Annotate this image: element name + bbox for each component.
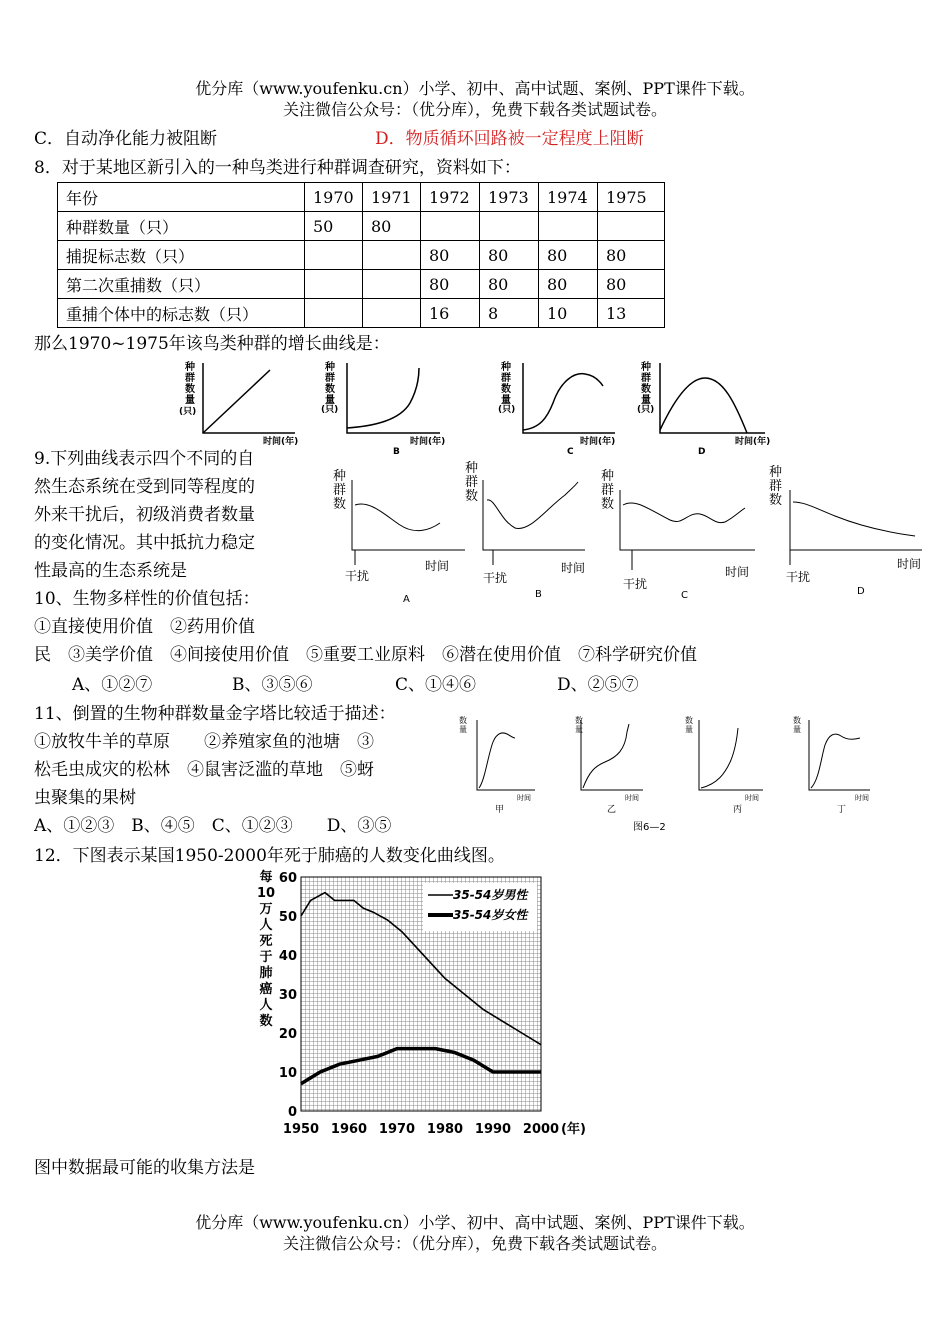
table-cell bbox=[305, 241, 363, 270]
ylabel-char: 群 bbox=[333, 483, 347, 498]
q11-graph-yi bbox=[575, 715, 643, 815]
q9-graph-c bbox=[601, 469, 755, 601]
q11-line: 11、倒置的生物种群数量金字塔比较适于描述： bbox=[34, 704, 396, 724]
y-tick-label: 20 bbox=[278, 1027, 297, 1042]
ylabel-char: 量 bbox=[575, 725, 583, 734]
ylabel-char: 群 bbox=[325, 373, 335, 384]
xlabel: 时间 bbox=[425, 559, 450, 573]
table-cell bbox=[363, 270, 421, 299]
ylabel-char: 量 bbox=[793, 725, 801, 734]
q9-line: 9.下列曲线表示四个不同的自 bbox=[34, 449, 255, 469]
table-cell: 13 bbox=[598, 299, 665, 328]
ylabel-char: 种 bbox=[185, 362, 195, 373]
axes bbox=[699, 720, 763, 790]
q12-stem: 12．下图表示某国1950-2000年死于肺癌的人数变化曲线图。 bbox=[34, 846, 505, 866]
table-cell: 1975 bbox=[598, 183, 665, 212]
q11-graph-bing bbox=[685, 715, 763, 815]
graph-label: B bbox=[393, 447, 400, 457]
ylabel-char: 量 bbox=[185, 395, 195, 406]
table-row bbox=[58, 241, 665, 270]
ylabel-char: 数 bbox=[185, 384, 195, 395]
xlabel: 时间(年) bbox=[263, 437, 299, 447]
q10-stem: 10、生物多样性的价值包括： bbox=[34, 589, 260, 609]
q12-question: 图中数据最可能的收集方法是 bbox=[34, 1158, 255, 1178]
ylabel-unit: (只) bbox=[498, 405, 516, 415]
q8-data-table bbox=[57, 182, 665, 328]
curve bbox=[487, 482, 578, 528]
ylabel-unit: (只) bbox=[179, 407, 197, 417]
table-cell: 1970 bbox=[305, 183, 363, 212]
table-cell: 捕捉标志数（只） bbox=[58, 241, 305, 270]
disturb-label: 干扰 bbox=[623, 577, 648, 591]
x-tick-label: 1990 bbox=[474, 1122, 512, 1137]
ylabel-char: 种 bbox=[325, 362, 335, 373]
table-cell: 1972 bbox=[421, 183, 480, 212]
y-axis-label-char: 10 bbox=[256, 886, 276, 901]
table-cell bbox=[305, 270, 363, 299]
x-tick-label: 1960 bbox=[330, 1122, 368, 1137]
curve bbox=[793, 502, 915, 536]
q10-option-a: A、①②⑦ bbox=[72, 675, 153, 695]
legend bbox=[423, 883, 537, 931]
q10-option-c: C、①④⑥ bbox=[395, 675, 477, 695]
footer-line-2: 关注微信公众号：（优分库），免费下载各类试题试卷。 bbox=[282, 1234, 667, 1253]
disturb-label: 干扰 bbox=[345, 569, 370, 583]
q8-graph-b bbox=[321, 360, 445, 457]
axes bbox=[581, 720, 643, 790]
table-cell: 1973 bbox=[480, 183, 539, 212]
ylabel-char: 数 bbox=[601, 497, 615, 512]
y-axis-label-char: 癌 bbox=[259, 982, 273, 997]
ylabel-char: 种 bbox=[501, 362, 511, 373]
footer-line-1: 优分库（www.youfenku.cn）小学、初中、高中试题、案例、PPT课件下载。 bbox=[195, 1213, 755, 1232]
ylabel-char: 种 bbox=[465, 461, 479, 476]
ylabel-char: 数 bbox=[333, 497, 347, 512]
table-cell: 80 bbox=[421, 270, 480, 299]
q11-graph-ding bbox=[793, 715, 870, 815]
xlabel: 时间(年) bbox=[735, 437, 771, 447]
ylabel-char: 数 bbox=[685, 716, 693, 725]
graph-label: 丙 bbox=[733, 805, 743, 815]
graph-label: 丁 bbox=[837, 805, 847, 815]
table-cell: 16 bbox=[421, 299, 480, 328]
ylabel-char: 数 bbox=[575, 716, 583, 725]
ylabel-char: 数 bbox=[465, 489, 479, 504]
q10-option-d: D、②⑤⑦ bbox=[557, 675, 639, 695]
q8-option-graphs bbox=[175, 358, 775, 458]
y-tick-label: 50 bbox=[278, 910, 297, 925]
axes bbox=[660, 363, 765, 433]
ylabel-char: 种 bbox=[641, 362, 651, 373]
axes bbox=[620, 490, 755, 550]
ylabel-char: 数 bbox=[459, 716, 467, 725]
ylabel-char: 数 bbox=[641, 384, 651, 395]
q11-line: 虫聚集的果树 bbox=[34, 788, 136, 808]
axes bbox=[809, 720, 870, 790]
q7-option-c: C．自动净化能力被阻断 bbox=[34, 129, 218, 149]
header-line-2: 关注微信公众号：（优分库），免费下载各类试题试卷。 bbox=[282, 100, 667, 119]
graph-label: A bbox=[403, 594, 410, 605]
table-cell: 1971 bbox=[363, 183, 421, 212]
ylabel-char: 数 bbox=[793, 716, 801, 725]
q11-line: ①放牧牛羊的草原 ②养殖家鱼的池塘 ③ bbox=[34, 732, 374, 752]
table-cell: 重捕个体中的标志数（只） bbox=[58, 299, 305, 328]
ylabel-char: 种 bbox=[601, 469, 615, 484]
y-tick-label: 30 bbox=[278, 988, 297, 1003]
axes bbox=[523, 363, 615, 433]
axes bbox=[790, 490, 922, 550]
table-cell bbox=[363, 299, 421, 328]
axes bbox=[477, 720, 535, 790]
q11-line: 松毛虫成灾的松林 ④鼠害泛滥的草地 ⑤蚜 bbox=[34, 760, 374, 780]
q9-line: 外来干扰后，初级消费者数量 bbox=[34, 505, 255, 525]
y-tick-label: 0 bbox=[287, 1105, 297, 1120]
ylabel-char: 种 bbox=[333, 469, 347, 484]
table-cell bbox=[363, 241, 421, 270]
xlabel: 时间 bbox=[517, 794, 531, 802]
axes bbox=[203, 363, 295, 433]
y-tick-label: 60 bbox=[278, 871, 297, 886]
q8-stem: 8．对于某地区新引入的一种鸟类进行种群调查研究，资料如下： bbox=[34, 158, 521, 178]
table-cell: 80 bbox=[598, 241, 665, 270]
graph-label: 乙 bbox=[607, 805, 617, 815]
table-cell: 1974 bbox=[539, 183, 598, 212]
graph-label: B bbox=[535, 589, 542, 600]
y-axis-label-char: 死 bbox=[259, 934, 273, 949]
xlabel: 时间 bbox=[625, 794, 639, 802]
graph-label: D bbox=[698, 447, 706, 457]
curve bbox=[701, 728, 738, 788]
q9-line: 然生态系统在受到同等程度的 bbox=[34, 477, 255, 497]
table-row bbox=[58, 212, 665, 241]
ylabel-char: 数 bbox=[769, 493, 783, 508]
table-cell bbox=[480, 212, 539, 241]
ylabel-char: 数 bbox=[501, 384, 511, 395]
ylabel-char: 群 bbox=[465, 475, 479, 490]
q8-graph-c bbox=[498, 360, 615, 457]
ylabel-char: 群 bbox=[601, 483, 615, 498]
xlabel: 时间 bbox=[745, 794, 759, 802]
table-cell: 50 bbox=[305, 212, 363, 241]
curve-hump bbox=[660, 378, 747, 433]
x-tick-label: 1980 bbox=[426, 1122, 464, 1137]
q7-option-d: D．物质循环回路被一定程度上阻断 bbox=[375, 129, 644, 149]
graph-label: D bbox=[857, 586, 865, 597]
graph-label: C bbox=[567, 447, 574, 457]
table-row bbox=[58, 270, 665, 299]
curve bbox=[479, 733, 515, 788]
q9-graph-d bbox=[769, 465, 922, 597]
curve-rise-fall bbox=[523, 374, 603, 430]
header-line-1: 优分库（www.youfenku.cn）小学、初中、高中试题、案例、PPT课件下载。 bbox=[195, 79, 755, 98]
x-tick-label: 1950 bbox=[282, 1122, 320, 1137]
y-tick-label: 10 bbox=[278, 1066, 297, 1081]
ylabel-char: 群 bbox=[641, 373, 651, 384]
xlabel: 时间 bbox=[561, 561, 586, 575]
xlabel: 时间 bbox=[725, 565, 750, 579]
table-row bbox=[58, 299, 665, 328]
curve bbox=[811, 734, 860, 788]
q12-lung-cancer-chart bbox=[245, 865, 605, 1145]
q10-line: 民 ③美学价值 ④间接使用价值 ⑤重要工业原料 ⑥潜在使用价值 ⑦科学研究价值 bbox=[34, 645, 697, 665]
disturb-label: 干扰 bbox=[786, 570, 811, 584]
x-tick-label: 2000 bbox=[522, 1122, 560, 1137]
ylabel-char: 量 bbox=[641, 395, 651, 406]
q11-graph-jia bbox=[459, 715, 535, 815]
xlabel: 时间 bbox=[855, 794, 869, 802]
xlabel: 时间(年) bbox=[580, 437, 616, 447]
ylabel-char: 量 bbox=[325, 395, 335, 406]
ylabel-char: 群 bbox=[185, 373, 195, 384]
ylabel-char: 量 bbox=[501, 395, 511, 406]
table-cell: 80 bbox=[363, 212, 421, 241]
q8-graph-d bbox=[637, 360, 770, 457]
curve bbox=[355, 504, 440, 531]
curve-j bbox=[347, 368, 419, 428]
table-cell: 第二次重捕数（只） bbox=[58, 270, 305, 299]
table-cell: 年份 bbox=[58, 183, 305, 212]
y-axis-label-char: 人 bbox=[259, 998, 273, 1013]
y-axis-label-char: 万 bbox=[259, 902, 273, 917]
ylabel-char: 群 bbox=[769, 479, 783, 494]
xlabel: 时间 bbox=[897, 557, 922, 571]
q9-line: 性最高的生态系统是 bbox=[34, 561, 187, 581]
axes bbox=[352, 480, 465, 550]
xlabel: 时间(年) bbox=[410, 437, 446, 447]
q8-graph-a bbox=[179, 360, 298, 447]
table-cell: 种群数量（只） bbox=[58, 212, 305, 241]
figure-caption: 图6—2 bbox=[633, 822, 666, 833]
table-cell bbox=[305, 299, 363, 328]
y-axis-label-char: 于 bbox=[259, 950, 273, 965]
ylabel-unit: (只) bbox=[637, 405, 655, 415]
graph-label: C bbox=[681, 590, 688, 601]
table-cell: 80 bbox=[421, 241, 480, 270]
y-axis-label-char: 人 bbox=[259, 918, 273, 933]
disturb-label: 干扰 bbox=[483, 571, 508, 585]
table-cell bbox=[421, 212, 480, 241]
q11-options: A、①②③ B、④⑤ C、①②③ D、③⑤ bbox=[34, 816, 392, 836]
ylabel-char: 群 bbox=[501, 373, 511, 384]
ylabel-char: 量 bbox=[685, 725, 693, 734]
table-cell bbox=[598, 212, 665, 241]
ylabel-unit: (只) bbox=[321, 405, 339, 415]
q9-line: 的变化情况。其中抵抗力稳定 bbox=[34, 533, 255, 553]
table-cell: 80 bbox=[598, 270, 665, 299]
axes bbox=[347, 363, 440, 433]
legend-female-label: 35-54岁女性 bbox=[453, 908, 528, 922]
x-axis-unit: (年) bbox=[561, 1122, 586, 1137]
curve bbox=[583, 724, 629, 788]
table-row bbox=[58, 183, 665, 212]
q9-graph-b bbox=[465, 461, 585, 600]
table-cell: 80 bbox=[539, 270, 598, 299]
table-cell bbox=[539, 212, 598, 241]
q11-graphs bbox=[455, 710, 885, 835]
y-axis-label-char: 肺 bbox=[259, 966, 273, 981]
y-axis-label bbox=[257, 869, 275, 1029]
q10-option-b: B、③⑤⑥ bbox=[232, 675, 313, 695]
y-axis-label-char: 每 bbox=[259, 870, 273, 885]
table-cell: 8 bbox=[480, 299, 539, 328]
table-cell: 80 bbox=[480, 241, 539, 270]
table-cell: 10 bbox=[539, 299, 598, 328]
ylabel-char: 种 bbox=[769, 465, 783, 480]
x-tick-label: 1970 bbox=[378, 1122, 416, 1137]
q8-question: 那么1970~1975年该鸟类种群的增长曲线是： bbox=[34, 334, 390, 354]
ylabel-char: 数 bbox=[325, 384, 335, 395]
ylabel-char: 量 bbox=[459, 725, 467, 734]
table-cell: 80 bbox=[480, 270, 539, 299]
y-axis-label-char: 数 bbox=[259, 1014, 273, 1029]
curve bbox=[623, 503, 745, 523]
graph-label: 甲 bbox=[495, 805, 505, 815]
y-tick-label: 40 bbox=[278, 949, 297, 964]
table-cell: 80 bbox=[539, 241, 598, 270]
q9-graphs bbox=[325, 450, 935, 605]
q9-graph-a bbox=[333, 469, 465, 605]
q10-line: ①直接使用价值 ②药用价值 bbox=[34, 617, 255, 637]
curve-linear bbox=[203, 370, 270, 433]
legend-male-label: 35-54岁男性 bbox=[453, 888, 528, 902]
